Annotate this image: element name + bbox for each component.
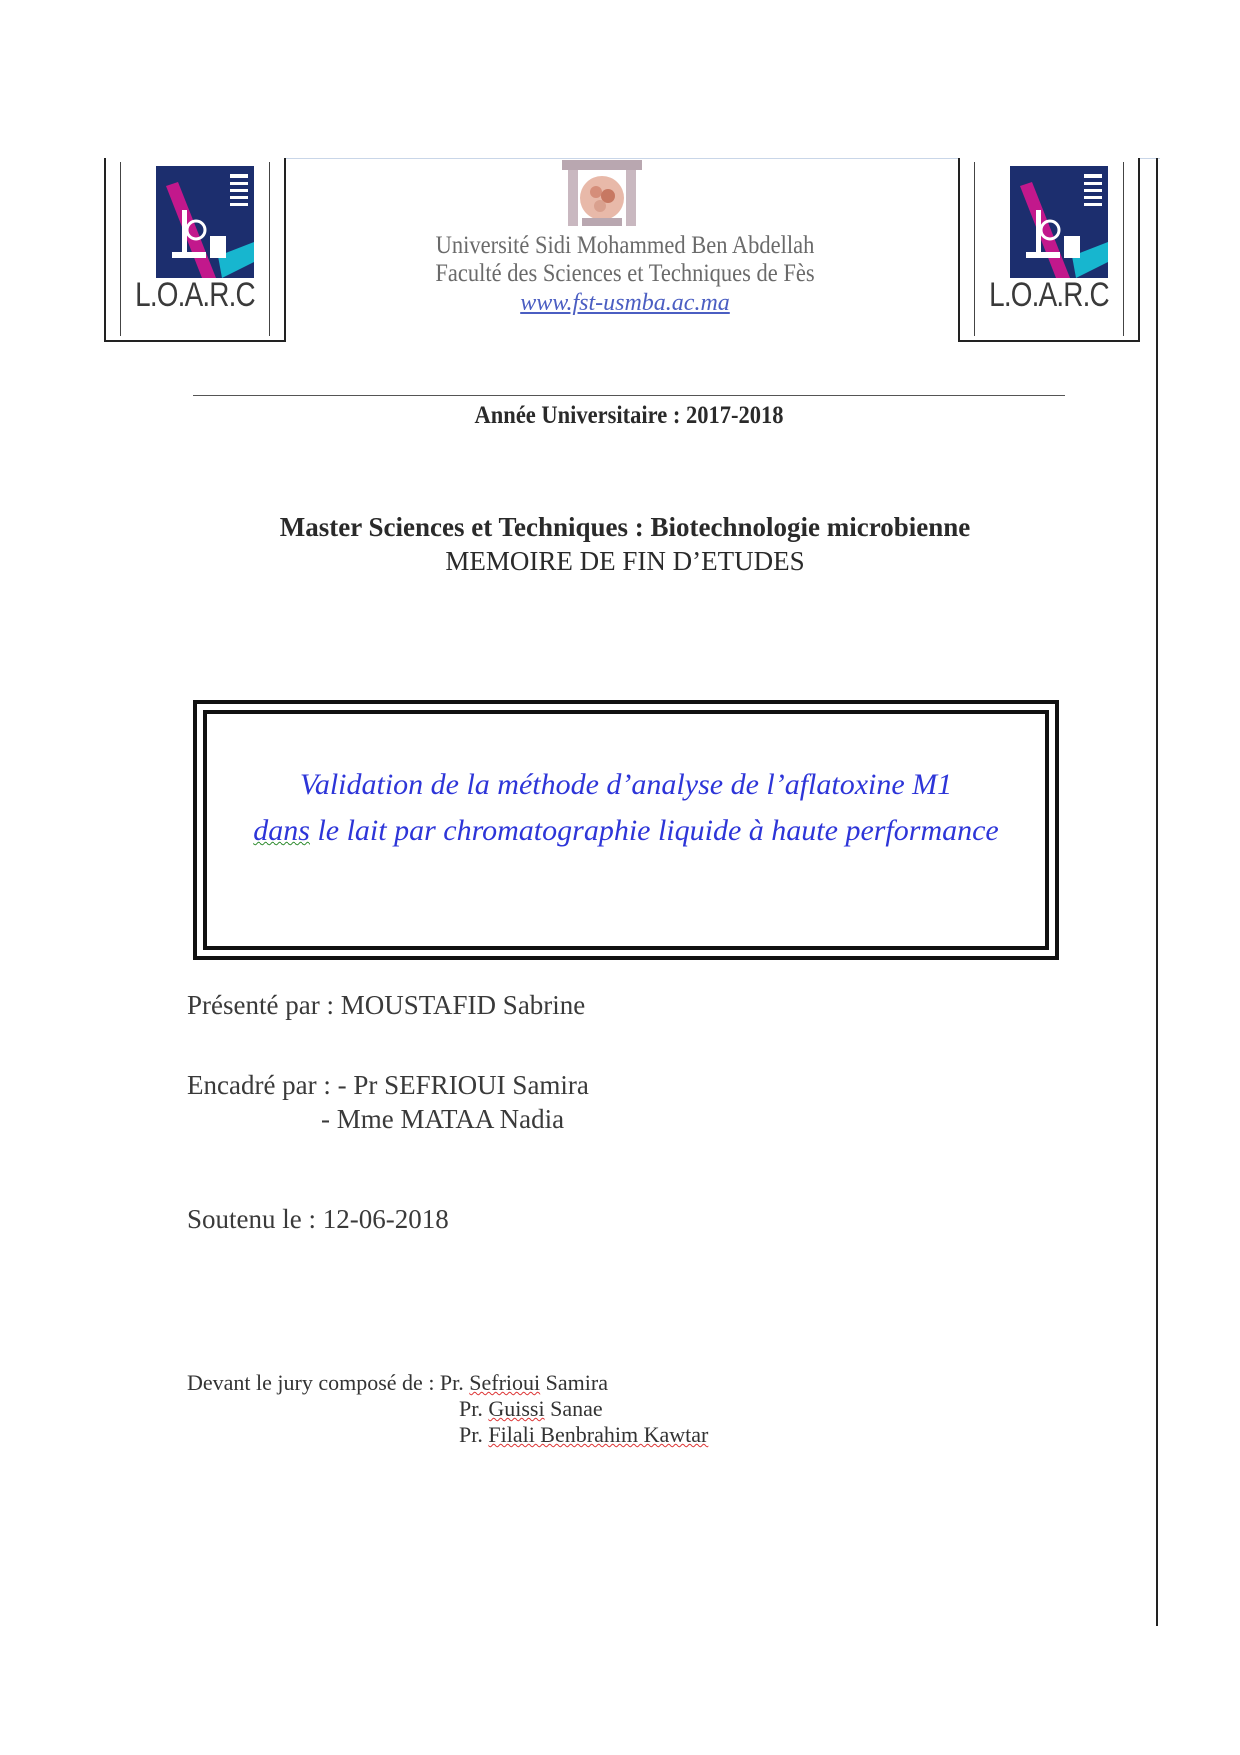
thesis-title-line1: Validation de la méthode d’analyse de l’aflatoxine M1 — [299, 768, 953, 801]
page-right-border — [1156, 158, 1158, 1626]
jury-member-1 — [187, 1370, 708, 1396]
defense-date: Soutenu le : 12-06-2018 — [187, 1204, 449, 1234]
document-type: MEMOIRE DE FIN D’ETUDES — [445, 546, 805, 576]
jury-member-1-rest: Samira — [540, 1370, 608, 1395]
jury-member-2 — [187, 1396, 708, 1422]
jury-member-2-name: Guissi — [488, 1396, 545, 1421]
right-logo-box — [958, 158, 1140, 342]
faculty-name: Faculté des Sciences et Techniques de Fès — [435, 260, 815, 287]
jury-member-3-name: Filali Benbrahim Kawtar — [488, 1422, 709, 1447]
university-website-link[interactable]: www.fst-usmba.ac.ma — [520, 290, 730, 316]
jury-member-2-prefix: Pr. — [459, 1396, 489, 1421]
thesis-title-line2-rest: le lait par chromatographie liquide à haute performance — [309, 814, 999, 847]
jury-member-3 — [187, 1422, 708, 1448]
jury-list — [187, 1370, 708, 1448]
jury-member-3-prefix: Pr. — [459, 1422, 489, 1447]
left-logo-text: L.O.A.R.C — [135, 276, 255, 314]
thesis-title-frame — [193, 700, 1059, 960]
jury-member-2-rest: Sanae — [544, 1396, 603, 1421]
supervised-by — [187, 1068, 589, 1136]
university-block — [350, 232, 900, 318]
loarc-lab-logo-icon — [1010, 166, 1108, 278]
supervisor-2: - Mme MATAA Nadia — [321, 1104, 565, 1134]
academic-year: Année Universitaire : 2017-2018 — [474, 402, 784, 429]
program-heading — [150, 510, 1100, 578]
university-emblem-icon — [562, 160, 642, 226]
left-logo-box — [104, 158, 286, 342]
thesis-title — [197, 762, 1055, 854]
right-logo-text: L.O.A.R.C — [989, 276, 1109, 314]
supervisor-1: Encadré par : - Pr SEFRIOUI Samira — [187, 1070, 589, 1100]
jury-member-1-name: Sefrioui — [469, 1370, 541, 1395]
jury-label: Devant le jury composé de : Pr. — [187, 1370, 470, 1395]
program-name: Master Sciences et Techniques : Biotechnologie microbienne — [279, 512, 971, 542]
spellcheck-word: dans — [253, 814, 310, 847]
section-divider — [193, 395, 1065, 396]
thesis-title-line2 — [197, 808, 1055, 854]
loarc-lab-logo-icon — [156, 166, 254, 278]
presented-by: Présenté par : MOUSTAFID Sabrine — [187, 990, 586, 1020]
university-name: Université Sidi Mohammed Ben Abdellah — [435, 232, 815, 259]
